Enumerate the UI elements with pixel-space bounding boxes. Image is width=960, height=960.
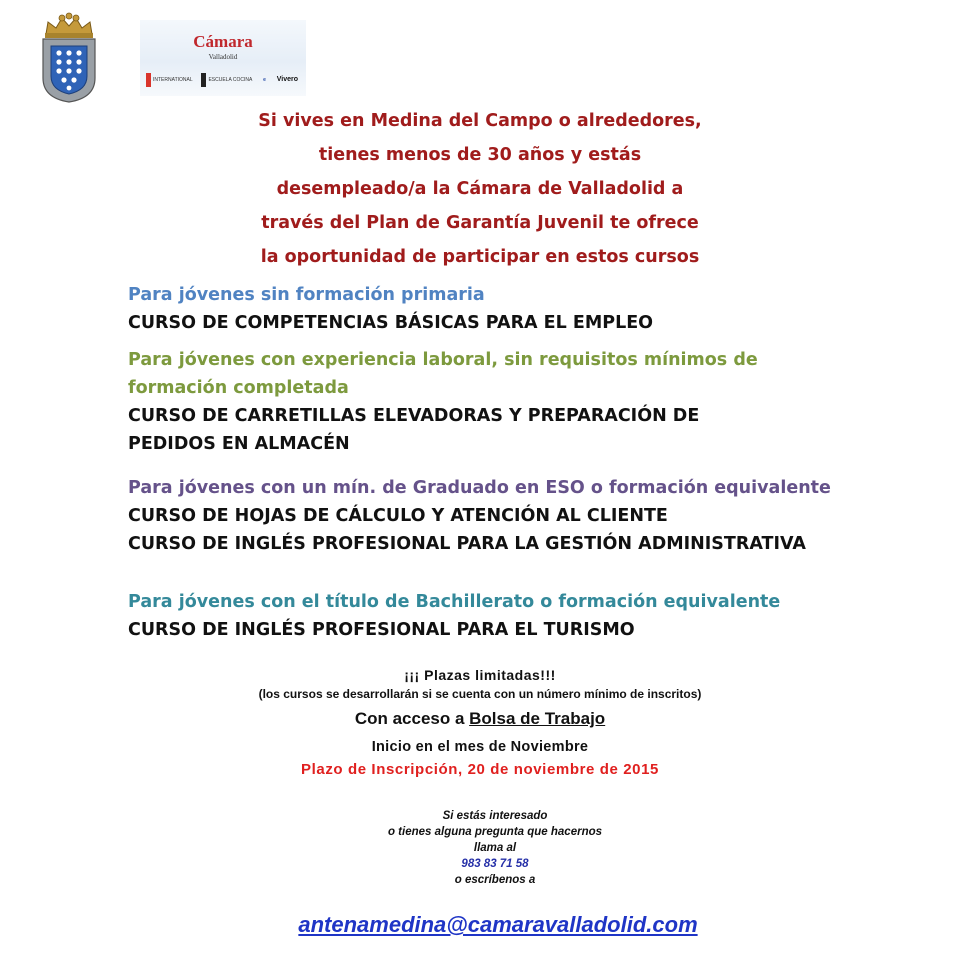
course-title: CURSO DE INGLÉS PROFESIONAL PARA EL TURISMO (128, 620, 635, 640)
job-bank-notice (0, 709, 960, 729)
start-date: Inicio en el mes de Noviembre (371, 739, 589, 755)
coat-of-arms-logo (38, 12, 100, 104)
audience-label: formación completada (128, 378, 349, 398)
course-title: CURSO DE COMPETENCIAS BÁSICAS PARA EL EMPLEO (128, 313, 654, 333)
contact-line: llama al (473, 842, 517, 854)
partner-logo-2: ESCUELA COCINA (201, 73, 254, 87)
partner-logo-4: Vivero (276, 76, 298, 83)
headline (160, 104, 800, 274)
job-bank-link: Bolsa de Trabajo (469, 709, 606, 728)
limited-places-notice: ¡¡¡ Plazas limitadas!!! (404, 667, 556, 683)
partner-logo-1: INTERNATIONAL (146, 73, 195, 87)
course-title: CURSO DE HOJAS DE CÁLCULO Y ATENCIÓN AL CLIENTE (128, 506, 668, 526)
audience-label: Para jóvenes sin formación primaria (128, 285, 485, 305)
course-section-eso (128, 474, 831, 558)
audience-label: Para jóvenes con experiencia laboral, sin requisitos mínimos de (128, 350, 758, 370)
headline-line: Si vives en Medina del Campo o alrededores, (258, 111, 702, 131)
contact-block (0, 808, 960, 888)
camara-brand: Cámara (193, 32, 253, 51)
course-section-experience (128, 346, 758, 458)
course-section-primary (128, 281, 653, 337)
job-bank-prefix: Con acceso a (354, 709, 470, 728)
audience-label: Para jóvenes con el título de Bachillerato o formación equivalente (128, 592, 781, 612)
registration-deadline: Plazo de Inscripción, 20 de noviembre de 2015 (301, 761, 659, 778)
audience-label: Para jóvenes con un mín. de Graduado en ESO o formación equivalente (128, 478, 831, 498)
course-section-bachillerato (128, 588, 780, 644)
headline-line: desempleado/a la Cámara de Valladolid a (276, 179, 684, 199)
headline-line: tienes menos de 30 años y estás (318, 145, 642, 165)
phone-number[interactable]: 983 83 71 58 (461, 858, 529, 870)
contact-line: Si estás interesado (442, 810, 548, 822)
camara-subtitle: Valladolid (208, 53, 238, 61)
course-title: CURSO DE INGLÉS PROFESIONAL PARA LA GESTIÓN ADMINISTRATIVA (128, 534, 806, 554)
headline-line: la oportunidad de participar en estos cursos (260, 247, 700, 267)
course-title: PEDIDOS EN ALMACÉN (128, 434, 350, 454)
camara-valladolid-logo (140, 20, 306, 96)
headline-line: través del Plan de Garantía Juvenil te ofrece (261, 213, 699, 233)
course-title: CURSO DE CARRETILLAS ELEVADORAS Y PREPARACIÓN DE (128, 406, 700, 426)
email-link[interactable]: antenamedina@camaravalladolid.com (298, 912, 698, 937)
contact-line: o escríbenos a (454, 874, 536, 886)
minimum-enrolment-note: (los cursos se desarrollarán si se cuenta con un número mínimo de inscritos) (258, 687, 702, 701)
partner-logo-3: e (263, 77, 266, 83)
partner-logos (146, 72, 300, 88)
contact-line: o tienes alguna pregunta que hacernos (387, 826, 603, 838)
